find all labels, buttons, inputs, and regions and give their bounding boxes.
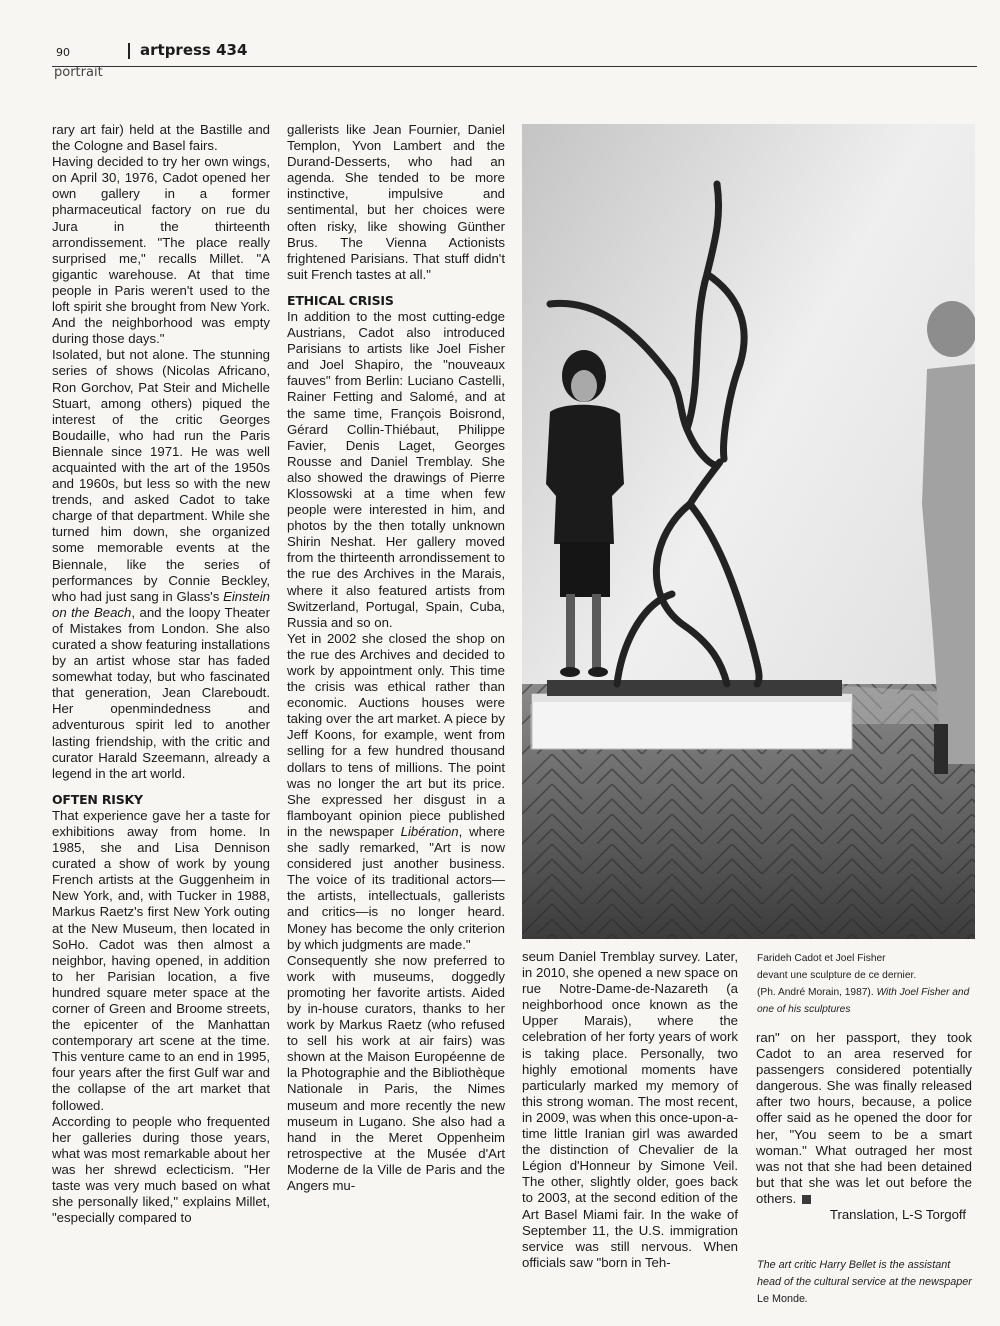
text-column-3 [522,949,738,1271]
text-run: , where she sadly remarked, "Art is now considered just another business. The voice of its traditional actors—the artists, intellectuals, gallerists and critics—is no longer heard. Money has become the only criterion by which judgments are made." [287,823,506,952]
paragraph [287,631,505,953]
paragraph: According to people who frequented her galleries during those years, what was most remarkable about her was her shrewd eclecticism. "Her taste was very much based on what she personally liked," explains Millet, "especially compared to [52,1113,270,1226]
page-header [52,38,977,82]
caption-line: devant une sculpture de ce dernier. [757,970,917,981]
photo-credit: (Ph. André Morain, 1987). [757,987,874,998]
title-emphasis: Einstein on the Beach [52,588,270,620]
paragraph [756,1030,972,1207]
page-number: 90 [56,46,70,59]
paragraph: Consequently she now preferred to work with museums, doggedly promoting her favorite artists. Aided by in-house curators, thanks to her work by Markus Raetz (who refused to sell his work at air fairs) was shown at the Maison Européenne de la Photographie and the Bibliothèque Nationale in Paris, the Nimes museum and more recently the new museum in Lugano. She also had a hand in the Meret Oppenheim retrospective at the Musée d'Art Moderne de la Ville de Paris and the Angers mu- [287,952,505,1193]
text-column-1 [52,122,270,1226]
header-separator [128,43,130,59]
paragraph: gallerists like Jean Fournier, Daniel Templon, Yvon Lambert and the Durand-Desserts, who had an agenda. She tended to be more instinctive, impulsive and sentimental, but her choices were often risky, like showing Günther Brus. The Vienna Actionists frightened Parisians. That stuff didn't suit French tastes at all." [287,122,505,282]
translation-credit: Translation, L-S Torgoff [829,1207,966,1223]
photograph [522,124,975,939]
subheading-ethical-crisis: ETHICAL CRISIS [287,292,394,308]
magazine-title: artpress 434 [140,41,248,59]
subheading-often-risky: OFTEN RISKY [52,791,143,807]
paragraph: seum Daniel Tremblay survey. Later, in 2010, she opened a new space on rue Notre-Dame-de-Nazareth (a neighborhood once known as the Upper Marais), where the celebration of her forty years of work is taking place. Personally, two highly emotional moments have particularly marked my memory of this strong woman. The most recent, in 2009, was when this once-upon-a-time little Iranian girl was awarded the distinction of Chevalier de la Légion d'Honneur by Simone Veil. The other, slightly older, goes back to 2003, at the second edition of the Art Basel Miami fair. In the wake of September 11, the U.S. immigration service was still nervous. When officials saw "born in Teh- [522,949,738,1270]
text-column-4 [756,1030,972,1223]
header-rule [52,66,977,67]
paragraph: rary art fair) held at the Bastille and the Cologne and Basel fairs. [52,122,270,154]
photo-caption [757,950,972,1018]
paragraph: That experience gave her a taste for exhibitions away from home. In 1985, she and Lisa Dennison curated a show of work by young French artists at the Guggenheim in New York, and, with Tucker in 1988, Markus Raetz's first New York outing at the New Museum, then located in SoHo. Cadot was then almost a neighbor, having opened, in addition to her Parisian location, a five hundred square meter space at the corner of Green and Broome streets, the epicenter of the Manhattan contemporary art scene at the time. This venture came to an end in 1995, four years after the first Gulf war and the collapse of the art market that followed. [52,807,270,1113]
text-run: , and the loopy Theater of Mistakes from London. She also curated a show featuring installations by an artist whose star has faded somewhat today, but who fascinated that generation, Jean Clareboudt. Her openmindedness and adventurous spirit led to another lasting friendship, with the critic and curator Harald Szeemann, already a legend in the art world. [52,604,270,781]
text-run: Yet in 2002 she closed the shop on the rue des Archives and decided to work by appointment only. This time the crisis was ethical rather than economic. Auctions houses were taking over the art market. A piece by Jeff Koons, for example, went from selling for a few hundred thousand dollars to tens of millions. The point was no longer the art but its price. She expressed her disgust in a flamboyant opinion piece published in the newspaper [287,630,505,839]
caption-english: With Joel Fisher and one of his sculptures [757,987,970,1015]
paragraph: Having decided to try her own wings, on April 30, 1976, Cadot opened her own gallery in a former pharmaceutical factory on rue du Jura in the thirteenth arrondissement. "The place really surprised me," recalls Millet. "A gigantic warehouse. At that time people in Paris weren't used to the loft spirit she brought from New York. And the neighborhood was empty during those days." [52,154,270,347]
photo-illustration [522,124,975,939]
newspaper-emphasis: Libération [400,823,459,839]
newspaper-name: Le Monde [757,1293,806,1305]
text-run: ran" on her passport, they took Cadot to an area reserved for passengers considered potentially dangerous. She was finally released after two hours, because, a police offer said as he opened the door for her, "You seem to be a smart woman." What outraged her most was not that she had been detained but that she was let out before the others. [756,1030,972,1206]
paragraph [52,347,270,782]
end-mark-icon [802,1195,811,1204]
author-bio [757,1257,975,1308]
caption-line [757,984,972,1018]
caption-line: Farideh Cadot et Joel Fisher [757,953,886,964]
bio-text: The art critic Harry Bellet is the assistant head of the cultural service at the newspaper [757,1259,972,1288]
paragraph: In addition to the most cutting-edge Austrians, Cadot also introduced Parisians to artists like Joel Fisher and Joel Shapiro, the "nouveaux fauves" from Berlin: Luciano Castelli, Rainer Fetting and Salomé, and at the same time, François Boisrond, Gérard Collin-Thiébaut, Philippe Favier, Denis Laget, Georges Rousse and Daniel Tremblay. She also showed the drawings of Pierre Klossowski at a time when few people were interested in him, and photos by the then totally unknown Shirin Neshat. Her gallery moved from the thirteenth arrondissement to the rue des Archives in the Marais, where it also featured artists from Switzerland, Portugal, Spain, Cuba, Russia and so on. [287,308,505,630]
section-label: portrait [54,65,103,80]
bio-end: . [805,1293,809,1305]
text-run: Isolated, but not alone. The stunning series of shows (Nicolas Africano, Ron Gorchov, Pat Steir and Michelle Stuart, among others) piqued the interest of the critic Georges Boudaille, who had run the Paris Biennale since 1971. He was well acquainted with the art of the 1950s and 1960s, but less so with the new trends, and asked Cadot to take charge of that department. While she turned him down, she organized some memorable events at the Biennale, like the series of performances by Connie Beckley, who had just sang in Glass's [52,347,270,604]
text-column-2 [287,122,505,1194]
